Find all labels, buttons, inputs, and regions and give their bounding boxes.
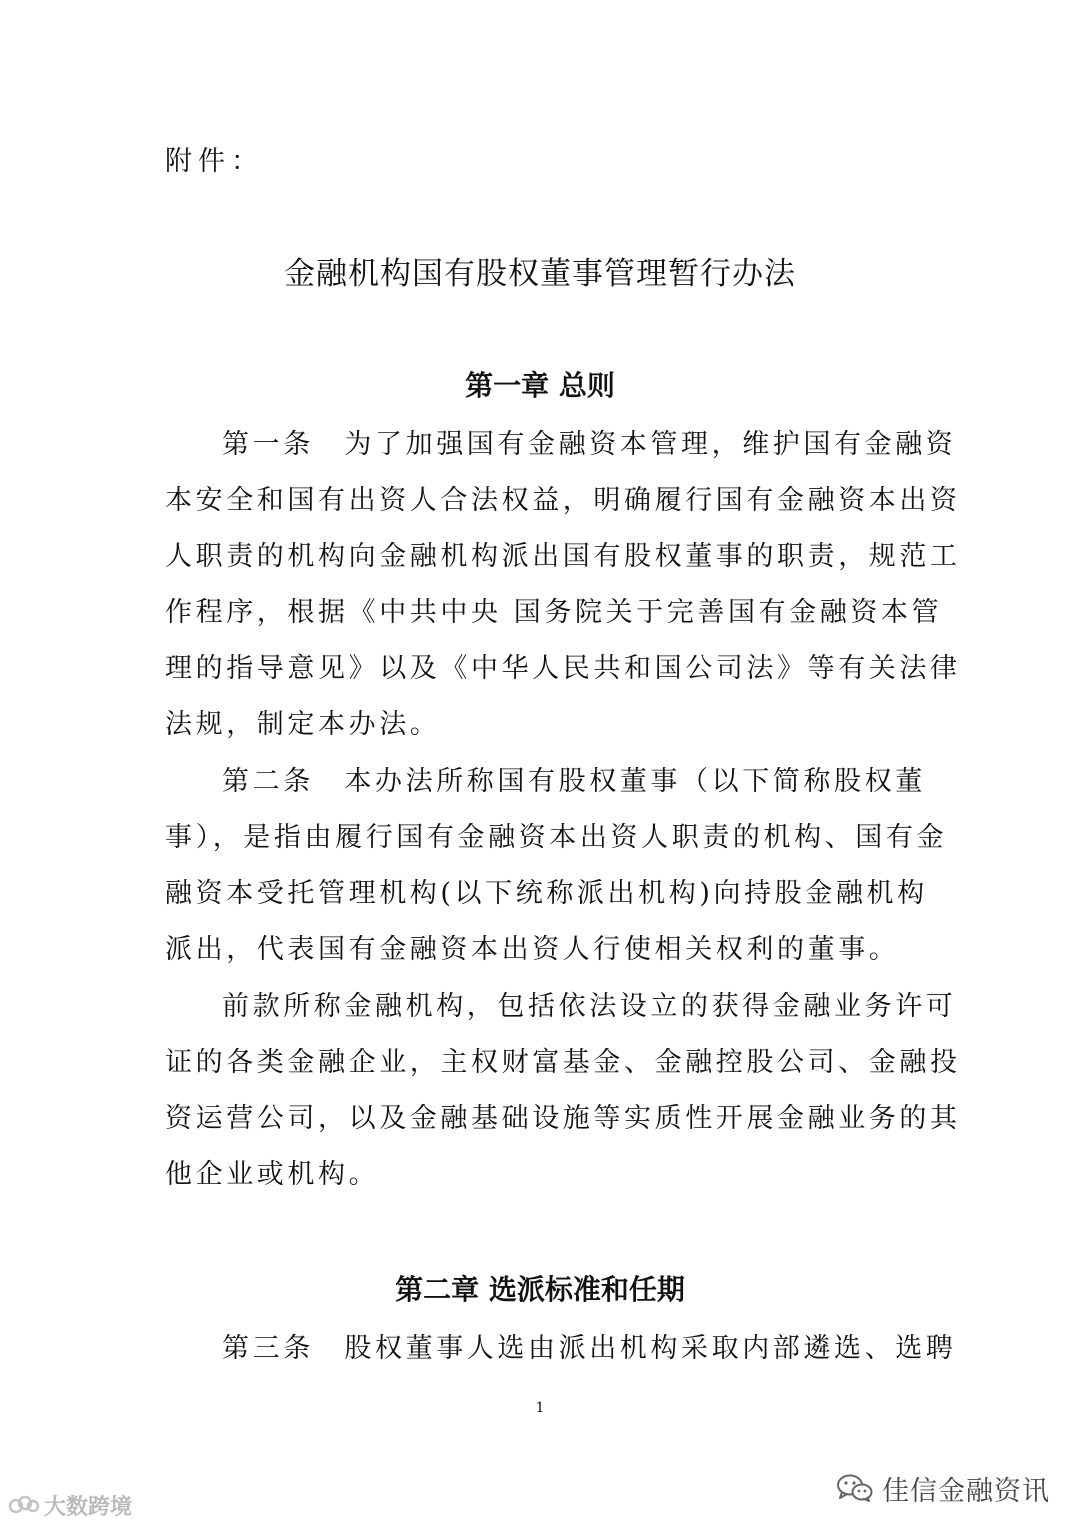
document-title: 金融机构国有股权董事管理暂行办法 — [284, 256, 796, 292]
body-line: 融资本受托管理机构(以下统称派出机构)向持股金融机构 — [165, 878, 928, 909]
body-line: 事），是指由履行国有金融资本出资人职责的机构、国有金 — [165, 822, 948, 853]
cloud-logo-icon — [8, 1495, 40, 1515]
wechat-icon — [836, 1473, 874, 1503]
left-watermark-text: 大数跨境 — [44, 1494, 133, 1520]
left-watermark — [8, 1490, 132, 1520]
body-line: 他企业或机构。 — [165, 1159, 380, 1190]
body-line: 理的指导意见》以及《中华人民共和国公司法》等有关法律 — [165, 653, 961, 684]
right-watermark-text: 佳信金融资讯 — [882, 1475, 1050, 1507]
body-line: 前款所称金融机构，包括依法设立的获得金融业务许可 — [222, 991, 957, 1022]
body-line: 法规，制定本办法。 — [165, 709, 441, 740]
body-line: 派出，代表国有金融资本出资人行使相关权利的董事。 — [165, 934, 900, 965]
body-line: 证的各类金融企业，主权财富基金、金融控股公司、金融投 — [165, 1047, 961, 1078]
body-line: 本安全和国有出资人合法权益，明确履行国有金融资本出资 — [165, 485, 961, 516]
right-watermark — [836, 1468, 1050, 1508]
body-line: 第三条 股权董事人选由派出机构采取内部遴选、选聘 — [222, 1333, 957, 1364]
chapter-1-heading: 第一章 总则 — [465, 369, 615, 402]
body-line: 第一条 为了加强国有金融资本管理，维护国有金融资 — [222, 429, 957, 460]
body-line: 第二条 本办法所称国有股权董事（以下简称股权董 — [222, 766, 926, 797]
chapter-2-heading: 第二章 选派标准和任期 — [395, 1273, 685, 1306]
body-line: 资运营公司，以及金融基础设施等实质性开展金融业务的其 — [165, 1103, 961, 1134]
page-number: 1 — [535, 1400, 545, 1416]
body-line: 作程序，根据《中共中央 国务院关于完善国有金融资本管 — [165, 597, 943, 628]
body-line: 人职责的机构向金融机构派出国有股权董事的职责，规范工 — [165, 541, 961, 572]
attachment-label: 附件： — [165, 146, 264, 177]
